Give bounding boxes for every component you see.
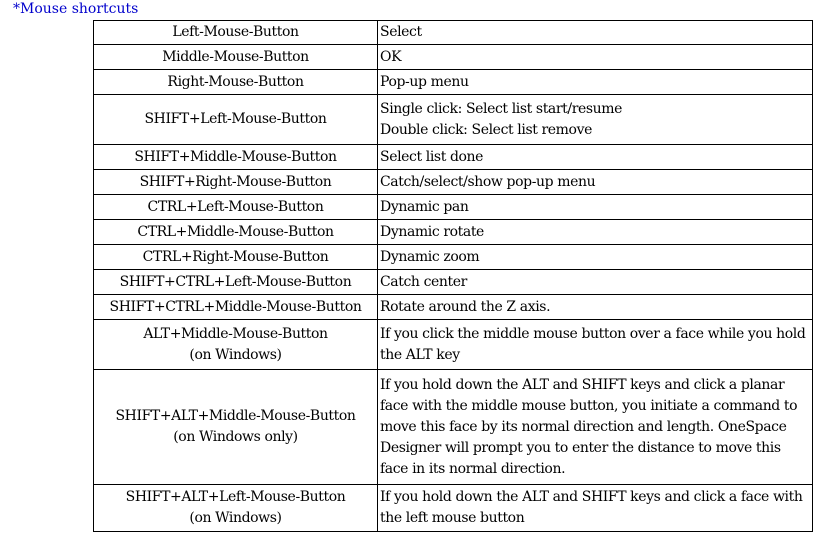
- shortcut-key-cell: SHIFT+Right-Mouse-Button: [94, 170, 378, 195]
- shortcut-action-cell: Dynamic rotate: [378, 220, 813, 245]
- shortcut-action-cell: Select: [378, 21, 813, 45]
- shortcut-action-cell: Catch/select/show pop-up menu: [378, 170, 813, 195]
- table-row: [94, 145, 813, 170]
- table-row: [94, 21, 813, 45]
- mouse-shortcuts-table: [93, 20, 813, 532]
- shortcut-key-cell: CTRL+Middle-Mouse-Button: [94, 220, 378, 245]
- table-row: [94, 45, 813, 70]
- table-row: [94, 270, 813, 295]
- page-title: *Mouse shortcuts: [13, 1, 139, 17]
- shortcut-action-cell: Dynamic zoom: [378, 245, 813, 270]
- table-row: [94, 170, 813, 195]
- shortcut-action-cell: Rotate around the Z axis.: [378, 295, 813, 320]
- shortcut-key-note: (on Windows only): [173, 429, 298, 445]
- action-line: Single click: Select list start/resume: [380, 100, 623, 117]
- table-row: [94, 485, 813, 532]
- table-row: [94, 245, 813, 270]
- shortcut-action-cell: If you hold down the ALT and SHIFT keys and click a face with the left mouse button: [378, 485, 813, 532]
- table-row: [94, 70, 813, 95]
- shortcut-action-cell: If you hold down the ALT and SHIFT keys and click a planar face with the middle mouse button, you initiate a command to move this face by its normal direction and length. OneSpace Designer will prompt you to enter the distance to move this face in its normal direction.: [378, 370, 813, 485]
- shortcut-key-cell: Right-Mouse-Button: [94, 70, 378, 95]
- shortcut-action-cell: Catch center: [378, 270, 813, 295]
- table-row: [94, 295, 813, 320]
- shortcut-key-note: (on Windows): [189, 510, 282, 526]
- table-row: [94, 95, 813, 145]
- shortcut-key-cell: CTRL+Right-Mouse-Button: [94, 245, 378, 270]
- shortcut-action-cell: Pop-up menu: [378, 70, 813, 95]
- shortcut-action-cell: Dynamic pan: [378, 195, 813, 220]
- table-row: [94, 320, 813, 370]
- shortcut-key-cell: SHIFT+CTRL+Middle-Mouse-Button: [94, 295, 378, 320]
- shortcut-key-cell: SHIFT+Middle-Mouse-Button: [94, 145, 378, 170]
- shortcut-action-cell: Select list done: [378, 145, 813, 170]
- shortcut-key-cell: [94, 370, 378, 485]
- shortcut-action-cell: [378, 95, 813, 145]
- table-row: [94, 220, 813, 245]
- shortcut-key-note: (on Windows): [189, 346, 282, 363]
- shortcut-key-label: ALT+Middle-Mouse-Button: [143, 325, 328, 342]
- shortcut-key-cell: SHIFT+Left-Mouse-Button: [94, 95, 378, 145]
- shortcut-key-cell: Middle-Mouse-Button: [94, 45, 378, 70]
- shortcut-action-cell: OK: [378, 45, 813, 70]
- table-row: [94, 195, 813, 220]
- shortcut-key-label: SHIFT+ALT+Middle-Mouse-Button: [115, 408, 356, 424]
- shortcut-key-cell: Left-Mouse-Button: [94, 21, 378, 45]
- action-line: Double click: Select list remove: [380, 121, 592, 138]
- shortcut-key-cell: [94, 485, 378, 532]
- shortcut-key-cell: SHIFT+CTRL+Left-Mouse-Button: [94, 270, 378, 295]
- shortcut-action-cell: If you click the middle mouse button over a face while you hold the ALT key: [378, 320, 813, 370]
- shortcut-key-cell: [94, 320, 378, 370]
- table-row: [94, 370, 813, 485]
- shortcut-key-label: SHIFT+ALT+Left-Mouse-Button: [125, 489, 346, 505]
- shortcut-key-cell: CTRL+Left-Mouse-Button: [94, 195, 378, 220]
